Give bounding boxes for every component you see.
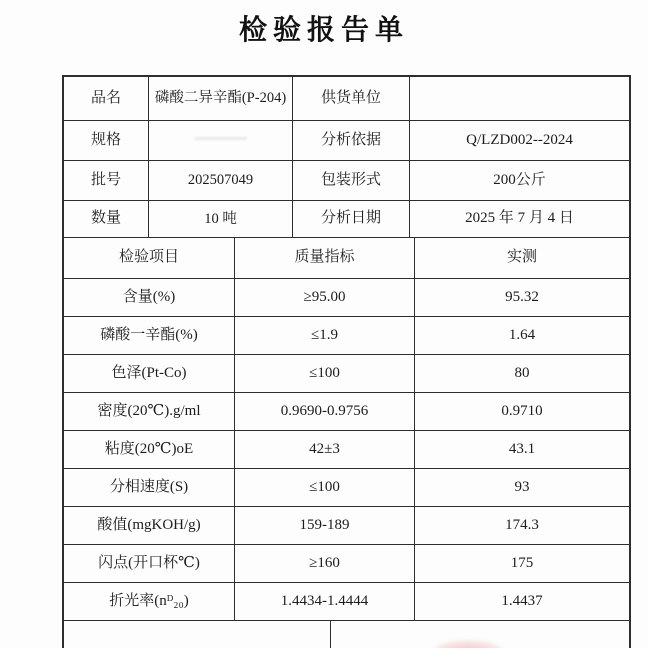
test-actual-value: 95.32: [505, 288, 539, 305]
test-row-color: [64, 355, 629, 393]
column-header-spec: 质量指标: [235, 238, 415, 278]
test-item-label: 磷酸一辛酯(%): [64, 317, 235, 354]
test-actual-value: 43.1: [508, 440, 536, 457]
field-label-basis: 分析依据: [293, 121, 410, 160]
info-row-batch: [64, 161, 629, 201]
field-value-batch: 202507049: [149, 161, 293, 200]
field-label-product: 品名: [64, 77, 149, 120]
test-row-monooctyl: [64, 317, 629, 355]
test-row-viscosity: [64, 431, 629, 469]
field-value-supplier: [410, 77, 629, 120]
test-row-phase-separation: [64, 469, 629, 507]
info-row-product: [64, 77, 629, 121]
test-actual-value: 175: [510, 554, 534, 571]
test-spec-value: 0.9690-0.9756: [235, 393, 415, 430]
test-actual-value: 80: [514, 364, 530, 381]
info-row-spec: [64, 121, 629, 161]
test-item-label: 粘度(20℃)oE: [64, 431, 235, 468]
test-spec-value: 1.4434-1.4444: [235, 583, 415, 620]
field-label-quantity: 数量: [64, 201, 149, 237]
partial-cell-left: [64, 621, 331, 648]
field-value-packaging: 200公斤: [493, 171, 546, 188]
test-spec-value: 159-189: [235, 507, 415, 544]
field-label-spec: 规格: [64, 121, 149, 160]
test-row-flash-point: [64, 545, 629, 583]
test-row-content: [64, 279, 629, 317]
test-row-density: [64, 393, 629, 431]
test-actual-value: 0.9710: [501, 402, 543, 419]
field-value-spec: [149, 121, 293, 160]
field-label-analysis-date: 分析日期: [293, 201, 410, 237]
test-item-label: 酸值(mgKOH/g): [64, 507, 235, 544]
test-row-acid-value: [64, 507, 629, 545]
test-item-label: 色泽(Pt-Co): [64, 355, 235, 392]
test-actual-value: 93: [514, 478, 530, 495]
page-title: 检验报告单: [238, 15, 409, 46]
scan-smudge-artifact: [195, 137, 247, 140]
test-spec-value: ≥160: [235, 545, 415, 582]
test-spec-value: 42±3: [235, 431, 415, 468]
test-header-row: [64, 238, 629, 279]
field-label-batch: 批号: [64, 161, 149, 200]
test-item-label: 分相速度(S): [64, 469, 235, 506]
test-actual-value: 1.4437: [501, 592, 543, 609]
inspection-report-table: [62, 75, 631, 648]
test-item-label: 密度(20℃).g/ml: [64, 393, 235, 430]
test-row-refractive-index: [64, 583, 629, 621]
test-spec-value: ≤100: [235, 355, 415, 392]
test-spec-value: ≥95.00: [235, 279, 415, 316]
partial-bottom-row: [64, 621, 629, 648]
field-value-quantity: 10 吨: [149, 201, 293, 237]
test-spec-value: ≤100: [235, 469, 415, 506]
field-value-product: 磷酸二异辛酯(P-204): [149, 77, 293, 120]
test-actual-value: 1.64: [508, 326, 536, 343]
column-header-item: 检验项目: [64, 238, 235, 278]
info-row-quantity: [64, 201, 629, 238]
field-value-analysis-date: 2025 年 7 月 4 日: [465, 210, 574, 227]
field-label-packaging: 包装形式: [293, 161, 410, 200]
field-value-basis: Q/LZD002--2024: [466, 131, 573, 148]
field-label-supplier: 供货单位: [293, 77, 410, 120]
test-actual-value: 174.3: [505, 516, 539, 533]
test-item-label: 折光率(nᴰ₂₀): [64, 583, 235, 620]
column-header-actual: 实测: [506, 249, 537, 266]
test-spec-value: ≤1.9: [235, 317, 415, 354]
test-item-label: 含量(%): [64, 279, 235, 316]
test-item-label: 闪点(开口杯℃): [64, 545, 235, 582]
